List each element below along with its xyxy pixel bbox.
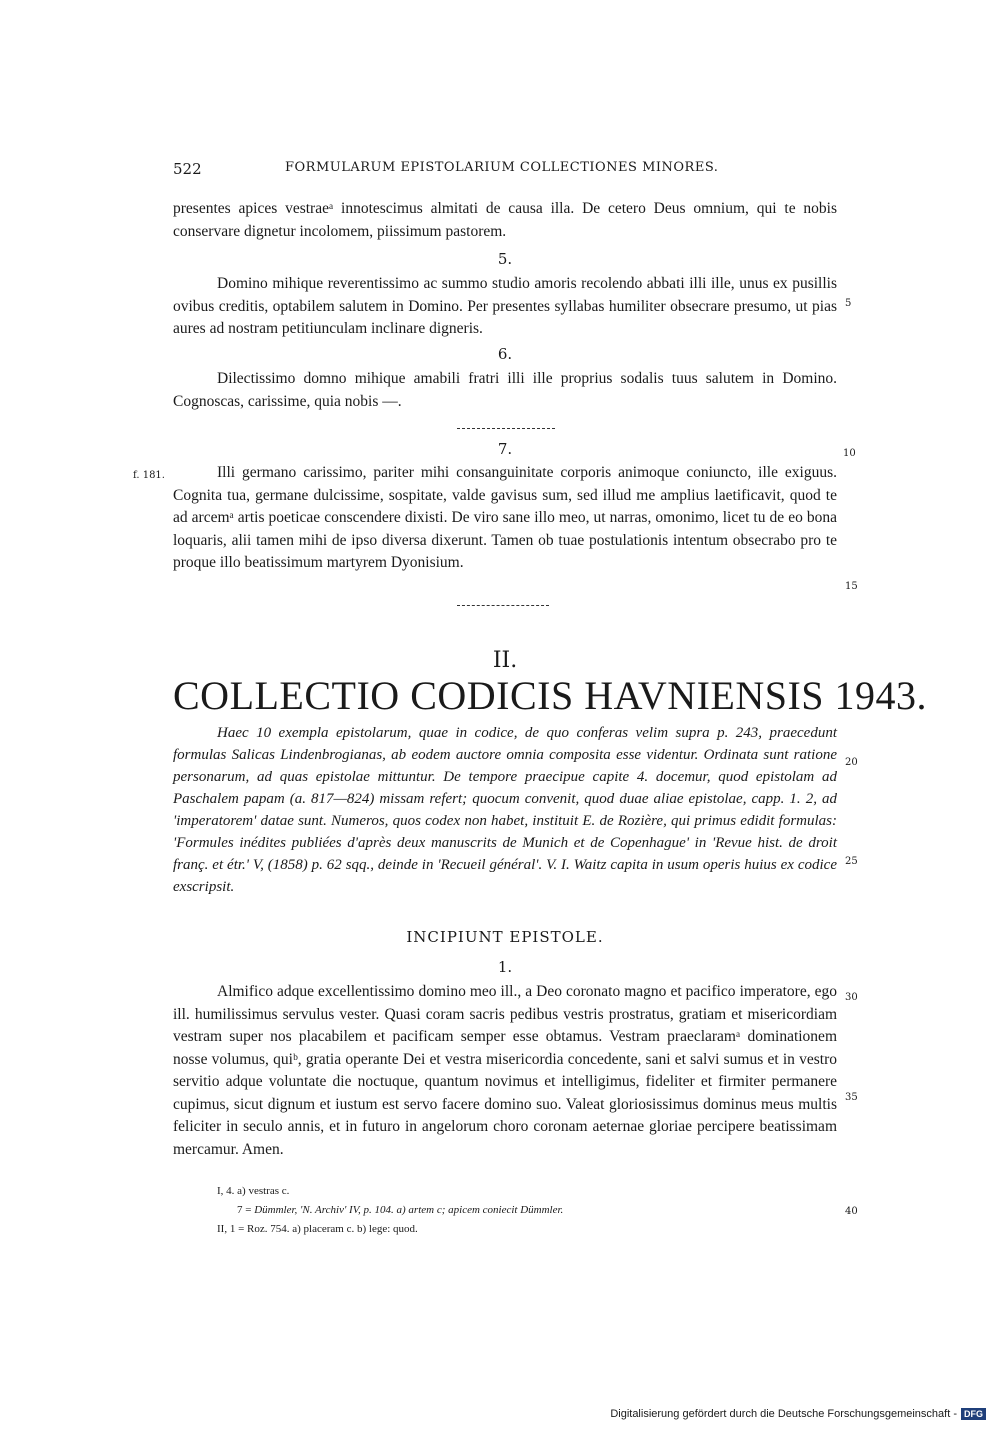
letter-1-text: Almifico adque excellentissimo domino meo ill., a Deo coronato magno et pacifico imperatore, ego ill. humilissimus servulus vester. Quasi coram sacris pedibus vestris prostratus, gratiam et misericordiam vestram super nos placabilem et pacificam semper esse obtamus. Vestram praeclaramᵃ dominationem nosse volumus, quiᵇ, gratia operante Dei et vestra misericordia concedente, sani et salvi sumus et in vestro servitio adque voluntate die noctuque, quantum novimus et intelligimus, fideliter et firmiter permanere cupimus, sicut dignum et iustum est servo facere domino suo. Valeat gloriosissimus dominus meus multis feliciter in seculo annis, et in futuro in angelorum choro coronam aeternae gloriae percipere beatissimam mercamur. Amen.	[173, 983, 837, 1158]
letter-6	[173, 368, 837, 413]
letter-number-5: 5.	[497, 250, 513, 268]
section-number: II.	[492, 648, 518, 673]
line-number-35: 35	[845, 1092, 858, 1103]
letter-7	[173, 462, 837, 575]
footnote-1	[217, 1182, 817, 1201]
line-number-25: 25	[845, 856, 858, 867]
letter-5-text: Domino mihique reverentissimo ac summo studio amoris recolendo abbati illi ille, unus ex pusillis ovibus creditis, optabilem salutem in Domino. Per presentes syllabas humiliter obsecrare presumo, ut pias aures ad nostram petitiunculam inclinare digneris.	[173, 275, 837, 337]
footnote-2	[217, 1201, 817, 1220]
footnote-3-ref: II, 1 =	[217, 1223, 245, 1235]
letter-number-7: 7.	[497, 440, 513, 458]
section-title: COLLECTIO CODICIS HAVNIENSIS 1943.	[173, 673, 928, 718]
incipit-heading: INCIPIUNT EPISTOLE.	[406, 928, 604, 946]
line-number-15: 15	[845, 581, 858, 592]
intro-text: Haec 10 exempla epistolarum, quae in codice, de quo conferas velim supra p. 243, praecedunt formulas Salicas Lindenbrogianas, ab eodem auctore omnia composita esse videntur. Ordinata sunt ratione personarum, ad quas epistolae mittuntur. De tempore praecipue capite 4. docemur, quod epistolam ad Paschalem papam (a. 817—824) missam refert; quocum convenit, quod duae aliae epistolae, capp. 1. 2, ad 'imperatorem' datae sunt. Numeros, quos codex non habet, instituit E. de Rozière, qui primus edidit formulas: 'Formules inédites publiées d'après deux manuscrits de Munich et de Copenhague' in 'Revue hist. de droit franç. et étr.' V, (1858) p. 62 sqq., deinde in 'Recueil général'. V. I. Waitz capita in usum operis huius ex codice exscripsit.	[173, 725, 837, 895]
letter-number-1: 1.	[497, 958, 513, 976]
line-number-40: 40	[845, 1206, 858, 1217]
page-header	[173, 160, 838, 182]
section-separator-rule	[457, 605, 549, 606]
line-number-5: 5	[845, 298, 852, 309]
dfg-logo: DFG	[961, 1408, 986, 1420]
footnote-1-ref: I, 4.	[217, 1185, 235, 1197]
digitization-footer	[610, 1408, 986, 1420]
separator-rule	[457, 428, 555, 429]
letter-6-text: Dilectissimo domno mihique amabili fratri illi ille proprius sodalis tuus salutem in Domino. Cognoscas, carissime, quia nobis —.	[173, 370, 837, 410]
letter-5	[173, 273, 837, 341]
intro-paragraph	[173, 722, 837, 898]
letter-number-6: 6.	[497, 345, 513, 363]
page-number: 522	[173, 160, 202, 178]
footnote-3	[217, 1220, 817, 1239]
footnote-3-text: Roz. 754. a) placeram c. b) lege: quod.	[247, 1223, 418, 1235]
line-number-10: 10	[843, 448, 856, 459]
letter-7-text: Illi germano carissimo, pariter mihi consanguinitate corporis animoque coniuncto, ille exiguus. Cognita tua, germane dulcissime, sospitate, valde gavisus sum, sed illud me amplius laetificavit, quod te ad arcemᵃ artis poeticae conscendere dixisti. De viro sane illo meo, ut narras, omonimo, licet tu de eo bona loquaris, alii tamen mihi de ipso diversa dixerunt. Tamen ob tuae postulationis intentum obsecrabo pro te proque illo beatissimum martyrem Dyonisium.	[173, 464, 837, 571]
running-title: FORMULARUM EPISTOLARIUM COLLECTIONES MINORES.	[285, 160, 719, 175]
footer-text: Digitalisierung gefördert durch die Deutsche Forschungsgemeinschaft -	[610, 1408, 957, 1420]
line-number-30: 30	[845, 992, 858, 1003]
footnote-1-text: a) vestras c.	[237, 1185, 290, 1197]
top-paragraph-text: presentes apices vestraeᵃ innotescimus almitati de causa illa. De cetero Deus omnium, qui te nobis conservare dignetur incolomem, piissimum pastorem.	[173, 200, 837, 240]
footnote-2-ref: 7 =	[237, 1204, 252, 1216]
folio-reference: f. 181.	[133, 470, 165, 481]
line-number-20: 20	[845, 757, 858, 768]
letter-1	[173, 981, 837, 1161]
footnote-2-text: Dümmler, 'N. Archiv' IV, p. 104. a) artem c; apicem coniecit Dümmler.	[254, 1204, 564, 1216]
top-paragraph	[173, 198, 837, 243]
footnotes	[217, 1182, 817, 1239]
